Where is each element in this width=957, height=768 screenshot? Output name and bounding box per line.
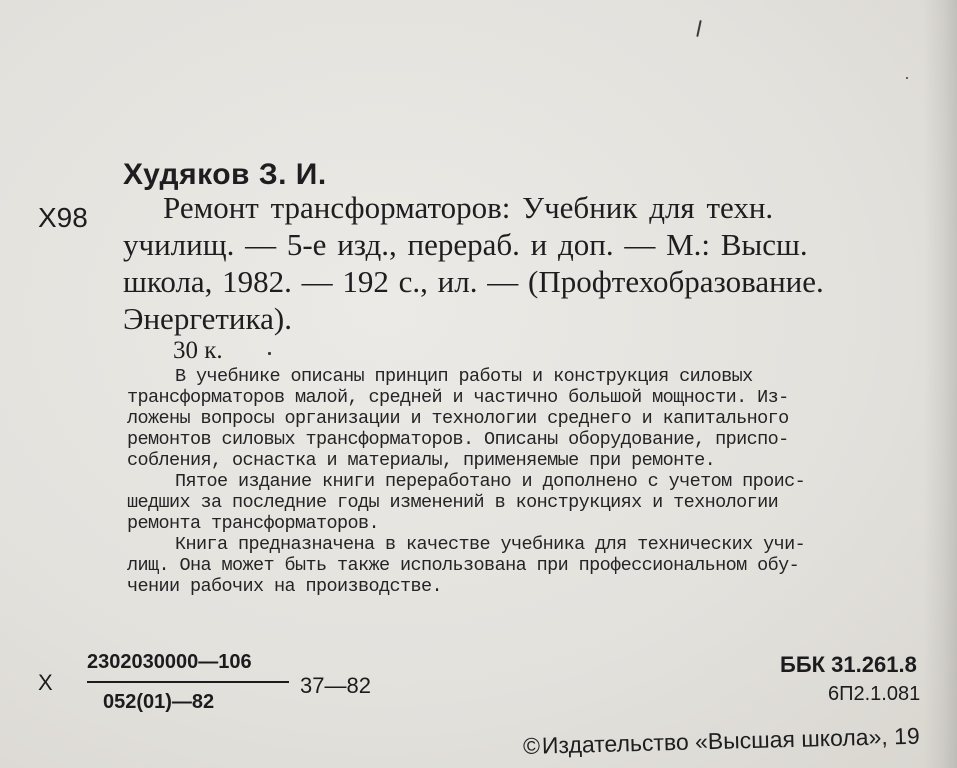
price: 30 к. xyxy=(173,337,223,364)
publisher-name: Издательство «Высшая школа», 19 xyxy=(541,722,920,759)
index-numerator: 2302030000—106 xyxy=(87,651,252,673)
abstract-line: Книга предназначена в качестве учебника для технических учи- xyxy=(175,534,806,555)
ink-speck xyxy=(906,77,908,79)
bbk-code: 6П2.1.081 xyxy=(828,683,921,705)
abstract-line: Пятое издание книги переработано и дополнено с учетом проис- xyxy=(175,471,806,492)
ink-speck xyxy=(268,352,271,355)
bbk-label: ББК 31.261.8 xyxy=(780,652,917,677)
bibliographic-line: Энергетика). xyxy=(123,301,292,336)
abstract-line: В учебнике описаны принцип работы и конструкция силовых xyxy=(175,366,753,387)
abstract-line: чении рабочих на производстве. xyxy=(127,576,443,597)
abstract-line: трансформаторов малой, средней и частично большой мощности. Из- xyxy=(127,387,789,408)
classification-code: Х98 xyxy=(38,202,88,233)
page-edge-shadow xyxy=(923,0,957,768)
abstract-line: ремонтов силовых трансформаторов. Описаны оборудование, приспо- xyxy=(127,429,789,450)
fraction-bar xyxy=(87,681,289,683)
abstract-line: ремонта трансформаторов. xyxy=(127,513,380,534)
bibliographic-line: Ремонт трансформаторов: Учебник для техн. xyxy=(163,190,774,225)
index-suffix: 37—82 xyxy=(300,673,371,698)
bibliographic-line: училищ. — 5-е изд., перераб. и доп. — М.: Высш. xyxy=(123,227,808,262)
bibliographic-line: школа, 1982. — 192 с., ил. — (Профтехобразование. xyxy=(123,264,824,299)
abstract-line: шедших за последние годы изменений в конструкциях и технологии xyxy=(127,492,779,513)
copyright-icon: © xyxy=(522,732,541,759)
pencil-mark xyxy=(696,20,701,37)
index-letter: Х xyxy=(38,670,53,695)
publisher-line xyxy=(522,722,920,759)
abstract-line: собления, оснастка и материалы, применяемые при ремонте. xyxy=(127,450,716,471)
abstract-line: ложены вопросы организации и технологии среднего и капитального xyxy=(127,408,789,429)
abstract-line: лищ. Она может быть также использована при профессиональном обу- xyxy=(127,555,800,576)
author-name: Худяков З. И. xyxy=(123,158,327,191)
index-denominator: 052(01)—82 xyxy=(103,691,215,713)
